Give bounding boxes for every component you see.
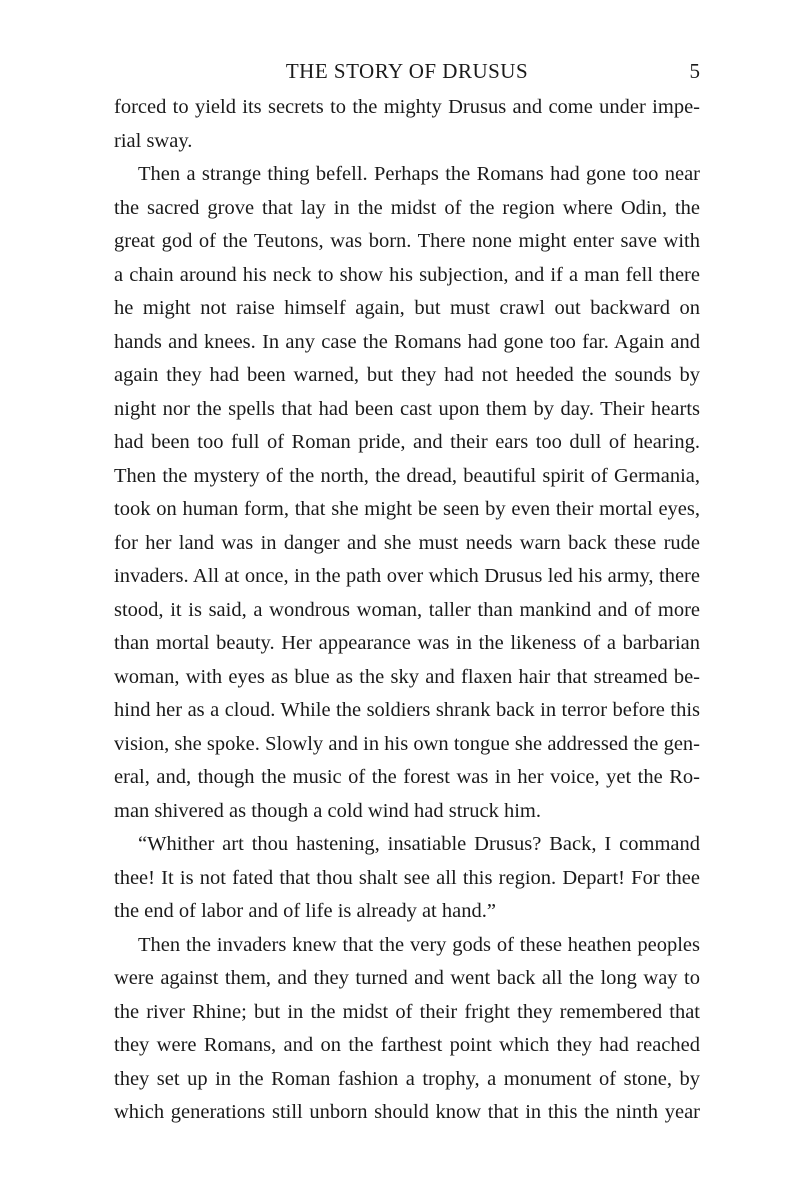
text-line: they were Romans, and on the farthest point which they had reached [114,1034,700,1056]
text-line: for her land was in danger and she must needs warn back these rude [114,531,700,554]
text-line: had been too full of Roman pride, and their ears too dull of hearing. [114,431,700,453]
text-line: hands and knees. In any case the Romans had gone too far. Again and [114,330,700,353]
text-line: they set up in the Roman fashion a trophy, a monument of stone, by [114,1067,700,1090]
text-line: vision, she spoke. Slowly and in his own tongue she addressed the gen- [114,732,700,755]
text-line: night nor the spells that had been cast upon them by day. Their hearts [114,397,700,420]
text-line: thee! It is not fated that thou shalt see all this region. Depart! For thee [114,866,700,889]
text-line: woman, with eyes as blue as the sky and flaxen hair that streamed be- [114,665,700,688]
paragraph [114,929,700,1130]
text-line: Then the mystery of the north, the dread, beautiful spirit of Germania, [114,464,700,487]
text-line: Then a strange thing befell. Perhaps the Romans had gone too near [138,163,700,185]
page-number: 5 [689,59,700,83]
text-line: the end of labor and of life is already at hand.” [114,900,496,922]
text-line: he might not raise himself again, but must crawl out backward on [114,297,700,319]
text-line: took on human form, that she might be seen by even their mortal eyes, [114,498,700,520]
text-line: forced to yield its secrets to the mighty Drusus and come under impe- [114,96,700,118]
paragraph [114,828,700,929]
body-text [114,91,700,1130]
text-line: were against them, and they turned and went back all the long way to [114,967,700,989]
text-line: the sacred grove that lay in the midst of the region where Odin, the [114,196,700,219]
text-line: hind her as a cloud. While the soldiers shrank back in terror before this [114,699,700,721]
text-line: invaders. All at once, in the path over which Drusus led his army, there [114,565,700,587]
text-line: man shivered as though a cold wind had struck him. [114,799,541,822]
text-line: stood, it is said, a wondrous woman, taller than mankind and of more [114,598,700,621]
text-line: great god of the Teutons, was born. There none might enter save with [114,230,700,252]
text-line: Then the invaders knew that the very gods of these heathen peoples [138,933,700,956]
text-line: “Whither art thou hastening, insatiable Drusus? Back, I command [138,833,700,855]
running-head [114,54,700,88]
running-title: THE STORY OF DRUSUS [285,59,529,83]
text-line: which generations still unborn should know that in this the ninth year [114,1101,700,1123]
text-line: again they had been warned, but they had not heeded the sounds by [114,364,700,386]
text-line: rial sway. [114,129,193,152]
text-line: a chain around his neck to show his subjection, and if a man fell there [114,263,700,286]
paragraph [114,91,700,158]
text-line: eral, and, though the music of the forest was in her voice, yet the Ro- [114,766,700,788]
paragraph [114,158,700,828]
text-line: the river Rhine; but in the midst of their fright they remembered that [114,1000,700,1023]
text-line: than mortal beauty. Her appearance was in the likeness of a barbarian [114,632,700,654]
